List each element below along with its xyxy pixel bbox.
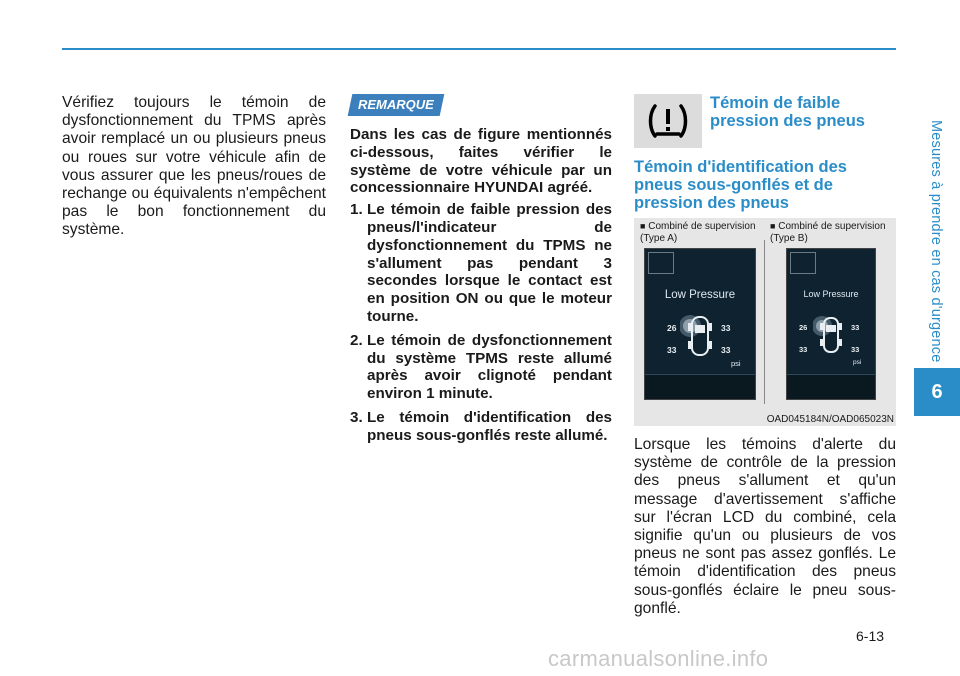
front-left-value: 26 [667,323,677,333]
tpms-check-paragraph: Vérifiez toujours le témoin de dysfonctionnement du TPMS après avoir remplacé un ou plusieurs pneus ou roues sur votre véhicule afin de vous assurer que les pneus/roues de rechange ou équivalents n'empêchent pas le bon fonctionnement du système. [62,94,326,239]
front-right-value: 33 [721,323,731,333]
figure-code: OAD045184N/OAD065023N [766,414,894,425]
cluster-screen-type-b [786,248,876,400]
screen-footer-bar [787,374,875,399]
note-intro: Dans les cas de figure mentionnés ci-dessous, faites vérifier le système de votre véhicule par un concessionnaire HYUNDAI agréé. [350,126,612,197]
page-number: 6-13 [856,628,885,644]
screen-title: Low Pressure [664,289,736,301]
header-rule [62,48,896,50]
watermark: carmanualsonline.info [548,646,769,671]
warning-explanation-paragraph: Lorsque les témoins d'alerte du système de contrôle de la pression des pneus s'allument et qu'un message d'avertissement s'affiche sur l'écran LCD du combiné, cela signifie qu'un ou plusieurs de vos pneus ne sont pas assez gonflés. Le témoin d'identification des pneus sous-gonflés éclaire le pneu sous-gonflé. [634,436,896,617]
figure-divider [764,240,765,404]
note-list [350,201,612,444]
left-column [62,94,326,240]
chapter-tab[interactable]: 6 [914,368,960,416]
cluster-figure [634,218,896,426]
list-item: 2. Le témoin de dysfonctionnement du système TPMS reste allumé après avoir clignoté pendant environ 1 minute. [350,331,612,403]
rear-right-value: 33 [721,345,731,355]
section-title: Mesures à prendre en cas d'urgence [928,120,944,363]
front-left-value: 26 [799,323,808,332]
rear-right-value: 33 [851,345,860,354]
tire-identification-heading: Témoin d'identification des pneus sous-gonflés et de pression des pneus [634,158,847,212]
list-item: 3. Le témoin d'identification des pneus sous-gonflés reste allumé. [350,408,612,444]
caption-type-b: ■ Combiné de supervision (Type B) [770,221,886,244]
front-right-value: 33 [851,323,860,332]
screen-footer-bar [645,374,755,399]
rear-left-value: 33 [667,345,677,355]
caption-type-a: ■ Combiné de supervision (Type A) [640,221,756,244]
rear-left-value: 33 [799,345,808,354]
list-item: 1. Le témoin de faible pression des pneus/l'indicateur de dysfonctionnement du TPMS ne s'allument pas pendant 3 secondes lorsque le contact est en position ON ou que le moteur tourne. [350,201,612,325]
pressure-unit: psi [731,359,741,368]
screen-corner-box [648,252,674,274]
screen-corner-box [790,252,816,274]
low-pressure-heading: Témoin de faible pression des pneus [710,94,865,130]
tire-pressure-icon-graphic [646,102,690,140]
note-column [350,94,612,451]
car-top-view-icon [680,309,720,369]
cluster-screen-type-a [644,248,756,400]
pressure-unit: psi [853,359,862,366]
car-top-view-icon [813,311,849,365]
screen-title: Low Pressure [803,289,859,299]
note-badge: REMARQUE [348,94,445,116]
tire-pressure-warning-icon [634,94,702,148]
